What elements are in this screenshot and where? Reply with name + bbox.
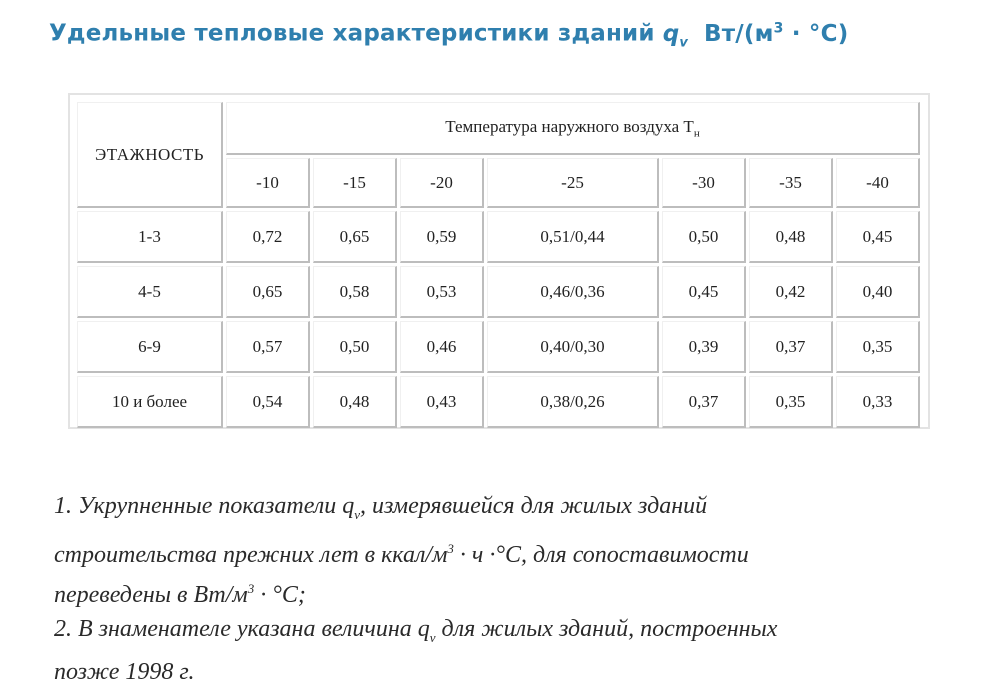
value-cell: 0,40/0,30 [487,321,659,373]
value-cell: 0,35 [749,376,833,428]
temperature-header-cell: -25 [487,158,659,208]
floors-cell: 10 и более [77,376,223,428]
value-cell: 0,46 [400,321,484,373]
heat-characteristics-table [74,99,923,431]
footnote-1-line-2: строительства прежних лет в ккал/$м^3 \cdot ч \cdot^\circ С$, для сопоставимости [54,540,749,568]
value-cell: 0,46/0,36 [487,266,659,318]
title-symbol: $q_v$ [662,20,689,51]
value-cell: 0,45 [836,211,920,263]
table-row [77,266,920,318]
floors-cell: 6-9 [77,321,223,373]
temperature-header-cell: -10 [226,158,310,208]
title-text: Удельные тепловые характеристики зданий [49,20,655,47]
value-cell: 0,50 [662,211,746,263]
value-cell: 0,48 [749,211,833,263]
value-cell: 0,33 [836,376,920,428]
value-cell: 0,48 [313,376,397,428]
footnotes [54,489,944,689]
page-title [49,20,848,50]
value-cell: 0,57 [226,321,310,373]
footnote-1-line-1: 1. Укрупненные показатели $q_v$, измерявшейся для жилых зданий [54,493,708,522]
temperature-column-header: Температура наружного воздуха $Т_н$ [226,102,920,155]
footnote-1-line-3: переведены в $Вт/м^3 \cdot ^\circ С$; [54,580,306,608]
value-cell: 0,45 [662,266,746,318]
temperature-header-cell: -30 [662,158,746,208]
floor-column-header: ЭТАЖНОСТЬ [77,102,223,208]
floors-cell: 4-5 [77,266,223,318]
value-cell: 0,53 [400,266,484,318]
value-cell: 0,65 [226,266,310,318]
value-cell: 0,43 [400,376,484,428]
value-cell: 0,38/0,26 [487,376,659,428]
value-cell: 0,72 [226,211,310,263]
value-cell: 0,40 [836,266,920,318]
title-units: $Вт/(м^3 \cdot ^\circ C)$ [704,20,849,47]
value-cell: 0,58 [313,266,397,318]
temperature-header-cell: -40 [836,158,920,208]
value-cell: 0,54 [226,376,310,428]
value-cell: 0,39 [662,321,746,373]
value-cell: 0,42 [749,266,833,318]
value-cell: 0,51/0,44 [487,211,659,263]
value-cell: 0,37 [662,376,746,428]
table-row [77,376,920,428]
table-row [77,321,920,373]
temperature-header-cell: -15 [313,158,397,208]
value-cell: 0,65 [313,211,397,263]
table-body [77,211,920,428]
temperature-header-cell: -20 [400,158,484,208]
floors-cell: 1-3 [77,211,223,263]
table-row [77,211,920,263]
value-cell: 0,35 [836,321,920,373]
heat-characteristics-table-frame [68,93,930,429]
value-cell: 0,59 [400,211,484,263]
value-cell: 0,37 [749,321,833,373]
value-cell: 0,50 [313,321,397,373]
footnote-2-line-1: 2. В знаменателе указана величина $q_v$ для жилых зданий, построенных [54,615,778,645]
temperature-header-cell: -35 [749,158,833,208]
footnote-2-line-2: позже 1998 г. [54,658,195,685]
